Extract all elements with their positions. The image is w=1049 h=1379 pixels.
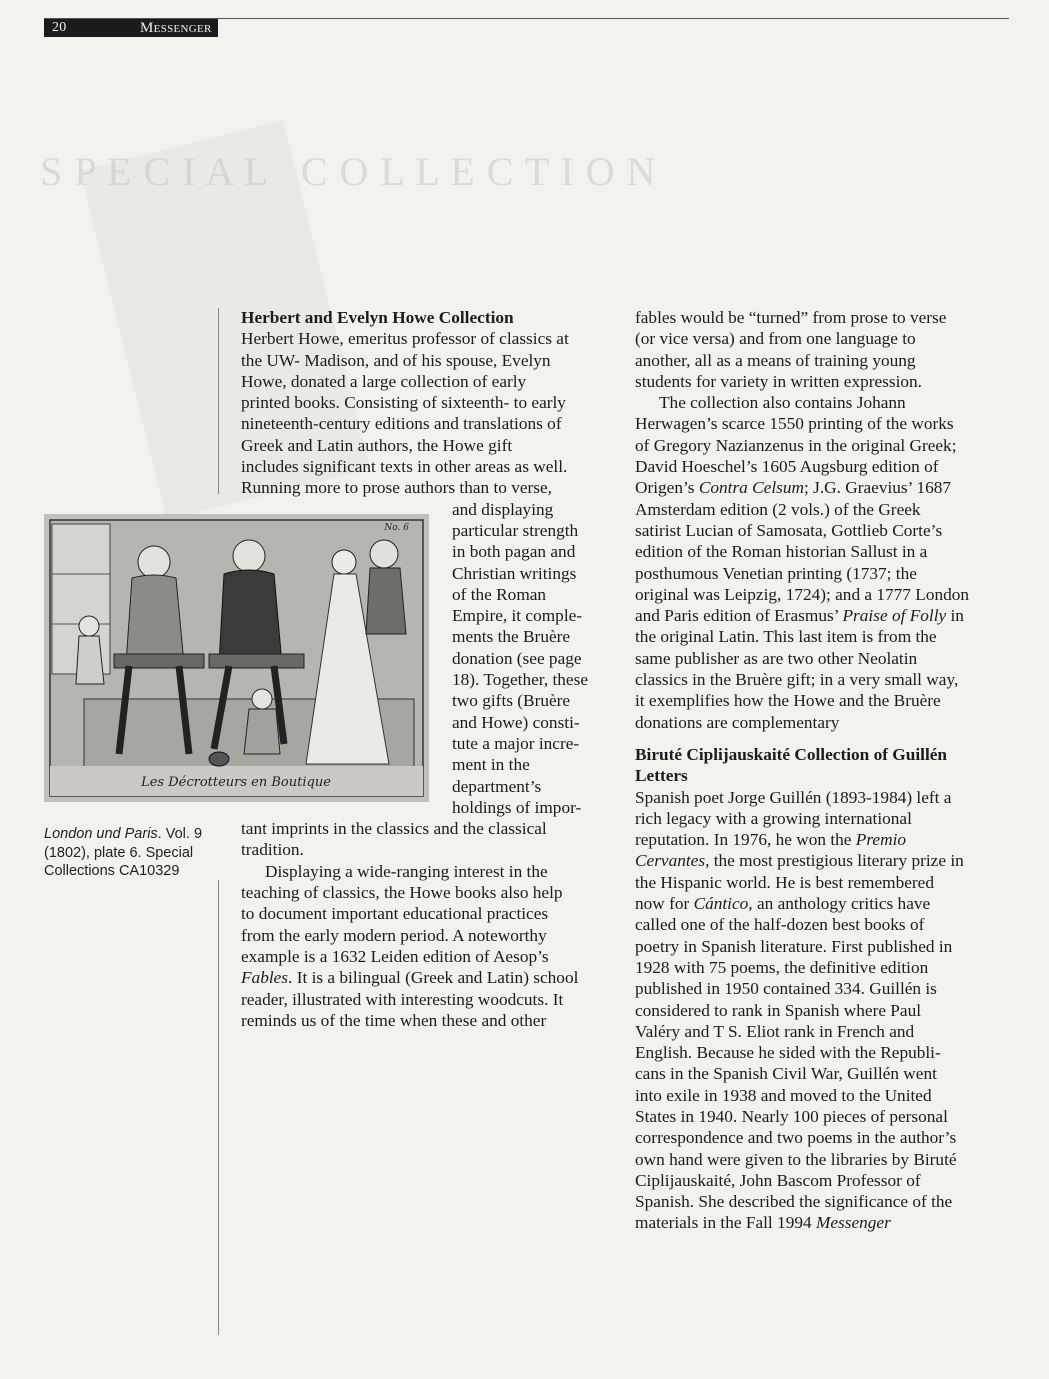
show-through-title: S P E C I A L C O L L E C T I O N (40, 149, 657, 194)
running-header (44, 19, 218, 37)
body-line: own hand were given to the libraries by Biruté (635, 1149, 957, 1169)
howe-line: Displaying a wide-ranging interest in the (265, 861, 548, 881)
howe-line: reminds us of the time when these and other (241, 1010, 547, 1030)
howe-line: in both pagan and (452, 542, 576, 562)
howe-line: from the early modern period. A noteworthy (241, 925, 547, 945)
howe-line: teaching of classics, the Howe books also help (241, 883, 563, 903)
body-line: English. Because he sided with the Republi- (635, 1043, 941, 1063)
caption-details: . Vol. 9 (1802), plate 6. Special Collections CA10329 (44, 826, 203, 879)
body-line: published in 1950 contained 334. Guillén is (635, 979, 937, 999)
figure-caption (44, 825, 214, 881)
fables-title: Fables (241, 968, 289, 988)
body-line: classics in the Bruère gift; in a very small way, (635, 670, 959, 690)
howe-line: Herbert Howe, emeritus professor of classics at (241, 329, 569, 349)
body-line: reputation. In 1976, he won the Premio (635, 830, 907, 850)
body-line: same publisher as are two other Neolatin (635, 648, 918, 668)
premio-title: Premio (855, 830, 907, 850)
howe-line: tradition. (241, 840, 304, 860)
body-line: called one of the half-dozen best books of (635, 915, 925, 935)
howe-line: example is a 1632 Leiden edition of Aesop’s (241, 946, 549, 966)
body-line: materials in the Fall 1994 Messenger (635, 1213, 891, 1233)
howe-line: to document important educational practices (241, 904, 549, 924)
body-line: correspondence and two poems in the author’s (635, 1128, 957, 1148)
body-line: considered to rank in Spanish where Paul (635, 1000, 922, 1020)
howe-heading: Herbert and Evelyn Howe Collection (241, 308, 514, 327)
howe-line: particular strength (452, 520, 579, 540)
column-rule-lower (218, 880, 219, 1335)
caption-title: London und Paris (44, 826, 158, 842)
praise-of-folly-title: Praise of Folly (842, 606, 947, 626)
cervantes-title: Cervantes (635, 851, 706, 871)
body-line: students for variety in written expression. (635, 371, 922, 391)
body-line: Herwagen’s scarce 1550 printing of the works (635, 414, 954, 434)
body-line: David Hoeschel’s 1605 Augsburg edition of (635, 457, 939, 477)
howe-line: Howe, donated a large collection of early (241, 371, 527, 391)
body-line: rich legacy with a growing international (635, 808, 912, 828)
body-line: Spanish poet Jorge Guillén (1893-1984) left a (635, 787, 952, 807)
howe-line: Fables. It is a bilingual (Greek and Latin) school (241, 968, 579, 988)
body-line: the Hispanic world. He is best remembered (635, 872, 934, 892)
howe-line: ments the Bruère (452, 627, 571, 647)
body-line: poetry in Spanish literature. First published in (635, 936, 953, 956)
guillen-heading-cont: Letters (635, 766, 688, 786)
body-line: now for Cántico, an anthology critics have (635, 894, 931, 914)
howe-line: tute a major incre- (452, 733, 580, 753)
body-line: Ciplijauskaité, John Bascom Professor of (635, 1170, 921, 1190)
howe-line: the UW- Madison, and of his spouse, Evelyn (241, 350, 551, 370)
plate-mark: No. 6 (384, 523, 409, 533)
howe-line: donation (see page (452, 648, 582, 668)
body-line: 1928 with 75 poems, the definitive edition (635, 957, 929, 977)
howe-line: reader, illustrated with interesting woodcuts. It (241, 989, 564, 1009)
body-line: the original Latin. This last item is from the (635, 627, 937, 647)
howe-line: Christian writings (452, 563, 577, 583)
body-line: (or vice versa) and from one language to (635, 329, 916, 349)
messenger-title: Messenger (815, 1213, 891, 1233)
body-line: satirist Lucian of Samosata, Gottlieb Corte’s (635, 520, 943, 540)
howe-line: 18). Together, these (452, 670, 588, 690)
howe-line: includes significant texts in other areas as well. (241, 457, 568, 477)
body-line: posthumous Venetian printing (1737; the (635, 563, 917, 583)
body-line: Amsterdam edition (2 vols.) of the Greek (635, 499, 921, 519)
engraving-illustration (44, 514, 429, 802)
guillen-heading: Biruté Ciplijauskaité Collection of Guillén (635, 744, 948, 764)
body-line: Cervantes, the most prestigious literary prize in (635, 851, 964, 871)
howe-line: Running more to prose authors than to verse, (241, 478, 553, 498)
howe-line: and displaying (452, 499, 554, 519)
howe-line: and Howe) consti- (452, 712, 580, 732)
body-line: Spanish. She described the significance of the (635, 1192, 953, 1212)
contra-celsum-title: Contra Celsum (698, 478, 804, 498)
howe-line: ment in the (452, 755, 530, 775)
body-line: donations are complementary (635, 712, 840, 732)
body-line: Valéry and T S. Eliot rank in French and (635, 1021, 915, 1041)
publication-title: Messenger (140, 20, 212, 36)
body-line: edition of the Roman historian Sallust in a (635, 542, 928, 562)
howe-line: Empire, it comple- (452, 606, 583, 626)
body-line: original was Leipzig, 1724); and a 1777 London (635, 584, 970, 604)
body-line: Origen’s Contra Celsum; J.G. Graevius’ 1687 (635, 478, 952, 498)
howe-line: printed books. Consisting of sixteenth- to early (241, 393, 566, 413)
howe-line: holdings of impor- (452, 797, 582, 817)
body-line: into exile in 1938 and moved to the United (635, 1085, 932, 1105)
body-line: of Gregory Nazianzenus in the original Greek; (635, 435, 957, 455)
body-line: another, all as a means of training young (635, 350, 916, 370)
body-line: fables would be “turned” from prose to verse (635, 308, 947, 327)
column-rule-upper (218, 308, 219, 494)
howe-line: Greek and Latin authors, the Howe gift (241, 435, 513, 455)
howe-line: department’s (452, 776, 542, 796)
body-line: and Paris edition of Erasmus’ Praise of Folly in (635, 606, 964, 626)
cantico-title: Cántico (693, 894, 749, 914)
engraving-inscription: Les Décrotteurs en Boutique (141, 775, 331, 790)
body-line: it exemplifies how the Howe and the Bruère (635, 691, 941, 711)
howe-line: nineteenth-century editions and translations of (241, 414, 562, 434)
right-column (635, 307, 1010, 1234)
howe-line: tant imprints in the classics and the classical (241, 819, 547, 839)
body-line: cans in the Spanish Civil War, Guillén went (635, 1064, 937, 1084)
page-number: 20 (52, 20, 67, 35)
engraving-drawing (44, 514, 429, 802)
howe-line: of the Roman (452, 584, 547, 604)
body-line: States in 1940. Nearly 100 pieces of personal (635, 1106, 948, 1126)
body-line: The collection also contains Johann (659, 393, 906, 413)
howe-line: two gifts (Bruère (452, 691, 571, 711)
